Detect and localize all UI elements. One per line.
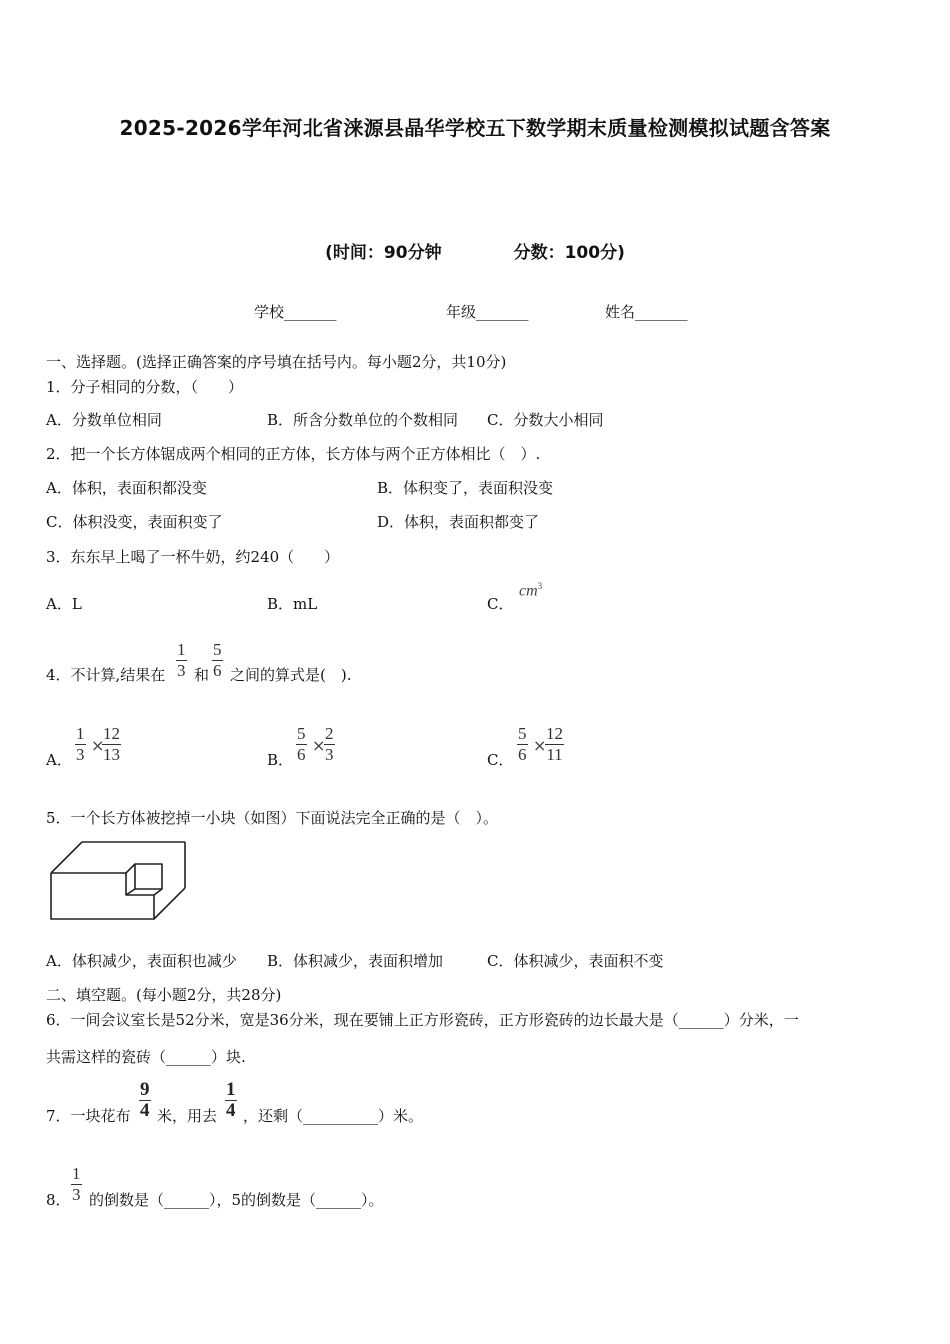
q1-option-a[interactable]: A．分数单位相同: [46, 411, 162, 429]
q4-option-a-label[interactable]: A．: [46, 751, 72, 769]
q5-text: 5．一个长方体被挖掉一小块（如图）下面说法完全正确的是（ ）。: [46, 809, 499, 827]
q4-fraction-high: 5 6: [213, 640, 222, 680]
q4-option-c-fraction-1: 5 6: [518, 724, 527, 764]
q2-option-d[interactable]: D．体积，表面积都变了: [377, 513, 540, 531]
grade-field[interactable]: 年级_______: [446, 303, 529, 321]
q2-option-c[interactable]: C．体积没变，表面积变了: [46, 513, 223, 531]
section-2-heading: 二、填空题。(每小题2分，共28分): [46, 986, 282, 1004]
q1-option-b[interactable]: B．所含分数单位的个数相同: [267, 411, 459, 429]
q3-option-b[interactable]: B．mL: [267, 595, 318, 613]
q4-prefix: 4．不计算,结果在: [46, 666, 166, 684]
q2-text: 2．把一个长方体锯成两个相同的正方体，长方体与两个正方体相比（ ）.: [46, 445, 541, 463]
q6-text-line-1: 6．一间会议室长是52分米，宽是36分米，现在要铺上正方形瓷砖，正方形瓷砖的边长最大是（______）分米，一: [46, 1011, 799, 1029]
q7-fraction-used: 1 4: [226, 1079, 236, 1121]
q7-fraction-total: 9 4: [140, 1079, 150, 1121]
page-title: 2025-2026学年河北省涞源县晶华学校五下数学期末质量检测模拟试题含答案: [119, 116, 831, 140]
q1-option-c[interactable]: C．分数大小相同: [487, 411, 604, 429]
q4-option-a-fraction-1: 1 3: [76, 724, 85, 764]
q5-option-c[interactable]: C．体积减少，表面积不变: [487, 952, 664, 970]
q2-option-b[interactable]: B．体积变了，表面积没变: [377, 479, 554, 497]
q8-suffix: 的倒数是（______），5的倒数是（______）。: [89, 1191, 384, 1209]
q5-option-a[interactable]: A．体积减少，表面积也减少: [46, 952, 237, 970]
q4-suffix: 之间的算式是( ).: [230, 666, 352, 684]
exam-meta: [0, 238, 950, 263]
q4-fraction-low: 1 3: [177, 640, 186, 680]
q4-option-b-fraction-1: 5 6: [297, 724, 306, 764]
q1-text: 1．分子相同的分数，（ ）: [46, 378, 244, 396]
q2-option-a[interactable]: A．体积，表面积都没变: [46, 479, 207, 497]
school-field[interactable]: 学校_______: [254, 303, 337, 321]
q3-unit-cm3: $cm^3$: [519, 581, 543, 600]
q4-option-b-label[interactable]: B．: [267, 751, 294, 769]
times-icon: ×: [91, 736, 105, 755]
q6-text-line-2: 共需这样的瓷砖（______）块.: [46, 1048, 246, 1066]
q4-mid: 和: [194, 666, 210, 684]
section-1-heading: 一、选择题。(选择正确答案的序号填在括号内。每小题2分，共10分): [46, 353, 507, 371]
q8-fraction: 1 3: [72, 1164, 81, 1204]
q3-option-c[interactable]: C．: [487, 595, 514, 613]
q4-option-b-fraction-2: 2 3: [325, 724, 334, 764]
q4-option-c-fraction-2: 12 11: [546, 724, 563, 764]
q7-prefix: 7．一块花布: [46, 1107, 131, 1125]
q3-option-a[interactable]: A．L: [46, 595, 82, 613]
cuboid-cutout-figure: [48, 840, 190, 922]
q7-mid: 米，用去: [157, 1107, 218, 1125]
q7-suffix: ，还剩（__________）米。: [243, 1107, 424, 1125]
q4-option-a-fraction-2: 12 13: [103, 724, 120, 764]
q3-text: 3．东东早上喝了一杯牛奶，约240（ ）: [46, 548, 340, 566]
q4-option-c-label[interactable]: C．: [487, 751, 514, 769]
exam-score: 分数：100分): [513, 243, 625, 263]
name-field[interactable]: 姓名_______: [605, 303, 688, 321]
times-icon: ×: [312, 736, 326, 755]
q5-option-b[interactable]: B．体积减少，表面积增加: [267, 952, 444, 970]
times-icon: ×: [533, 736, 547, 755]
q8-prefix: 8．: [46, 1191, 71, 1209]
exam-time: (时间：90分钟: [325, 243, 442, 263]
